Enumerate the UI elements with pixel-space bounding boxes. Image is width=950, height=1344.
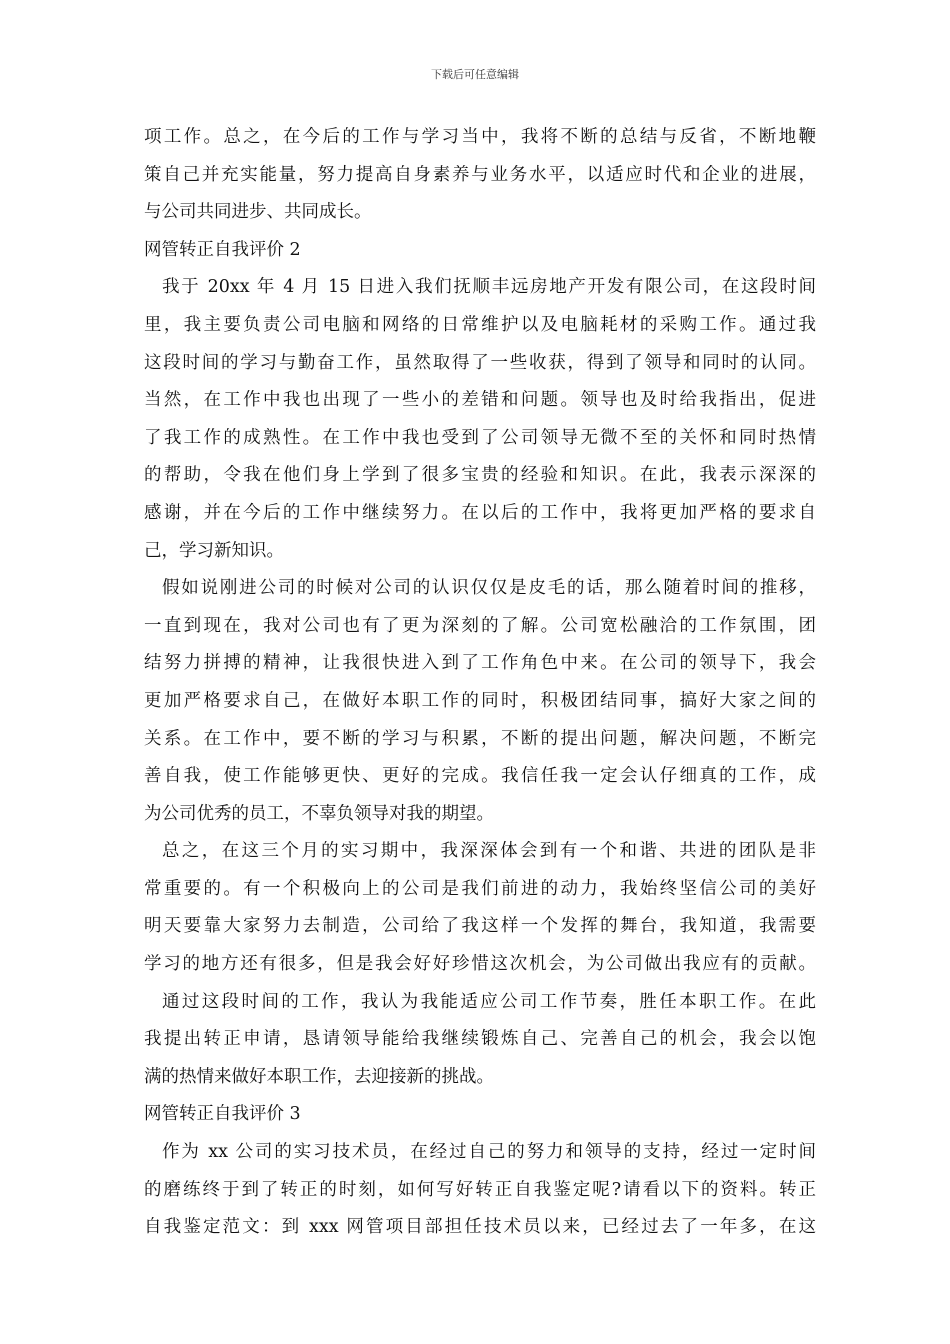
text-line: 学习的地方还有很多，但是我会好好珍惜这次机会，为公司做出我应有的贡献。 <box>144 954 816 975</box>
text-line: 总之，在这三个月的实习期中，我深深体会到有一个和谐、共进的团队是非 <box>162 841 816 862</box>
text-line: 明天要靠大家努力去制造，公司给了我这样一个发挥的舞台，我知道，我需要 <box>144 916 816 937</box>
text-line: 这段时间的学习与勤奋工作，虽然取得了一些收获，得到了领导和同时的认同。 <box>144 352 816 373</box>
text-line: 当然，在工作中我也出现了一些小的差错和问题。领导也及时给我指出，促进 <box>144 390 816 411</box>
text-line: 自我鉴定范文：到 xxx 网管项目部担任技术员以来，已经过去了一年多，在这 <box>144 1217 816 1238</box>
text-line: 项工作。总之，在今后的工作与学习当中，我将不断的总结与反省，不断地鞭 <box>144 127 816 147</box>
text-line: 了我工作的成熟性。在工作中我也受到了公司领导无微不至的关怀和同时热情 <box>144 427 816 448</box>
text-line: 假如说刚进公司的时候对公司的认识仅仅是皮毛的话，那么随着时间的推移， <box>162 578 816 599</box>
text-line: 感谢，并在今后的工作中继续努力。在以后的工作中，我将更加严格的要求自 <box>144 502 816 523</box>
text-line: 我提出转正申请，恳请领导能给我继续锻炼自己、完善自己的机会，我会以饱 <box>144 1029 816 1050</box>
text-line: 一直到现在，我对公司也有了更为深刻的了解。公司宽松融洽的工作氛围，团 <box>144 615 816 636</box>
text-line: 我于 20xx 年 4 月 15 日进入我们抚顺丰远房地产开发有限公司，在这段时间 <box>162 277 816 298</box>
document-body <box>144 119 816 1247</box>
text-line: 策自己并充实能量，努力提高自身素养与业务水平，以适应时代和企业的进展， <box>144 164 816 185</box>
text-line: 己，学习新知识。 <box>144 540 284 561</box>
text-line: 常重要的。有一个积极向上的公司是我们前进的动力，我始终坚信公司的美好 <box>144 878 816 899</box>
text-line: 关系。在工作中，要不断的学习与积累，不断的提出问题，解决问题，不断完 <box>144 728 816 749</box>
text-line: 结努力拼搏的精神，让我很快进入到了工作角色中来。在公司的领导下，我会 <box>144 653 816 674</box>
text-line: 的帮助，令我在他们身上学到了很多宝贵的经验和知识。在此，我表示深深的 <box>144 465 816 486</box>
text-line: 善自我，使工作能够更快、更好的完成。我信任我一定会认仔细真的工作，成 <box>144 766 816 787</box>
text-line: 更加严格要求自己，在做好本职工作的同时，积极团结同事，搞好大家之间的 <box>144 690 816 711</box>
section-heading: 网管转正自我评价 2 <box>144 239 301 260</box>
text-line: 通过这段时间的工作，我认为我能适应公司工作节奏，胜任本职工作。在此 <box>162 991 816 1012</box>
text-line: 满的热情来做好本职工作，去迎接新的挑战。 <box>144 1066 494 1087</box>
text-line: 为公司优秀的员工，不辜负领导对我的期望。 <box>144 803 494 824</box>
page-header-note: 下载后可任意编辑 <box>431 68 519 81</box>
text-line: 的磨练终于到了转正的时刻，如何写好转正自我鉴定呢?请看以下的资料。转正 <box>144 1179 816 1200</box>
text-line: 与公司共同进步、共同成长。 <box>144 202 372 223</box>
text-line: 里，我主要负责公司电脑和网络的日常维护以及电脑耗材的采购工作。通过我 <box>144 314 816 335</box>
text-line: 作为 xx 公司的实习技术员，在经过自己的努力和领导的支持，经过一定时间 <box>162 1142 816 1163</box>
section-heading: 网管转正自我评价 3 <box>144 1104 301 1125</box>
